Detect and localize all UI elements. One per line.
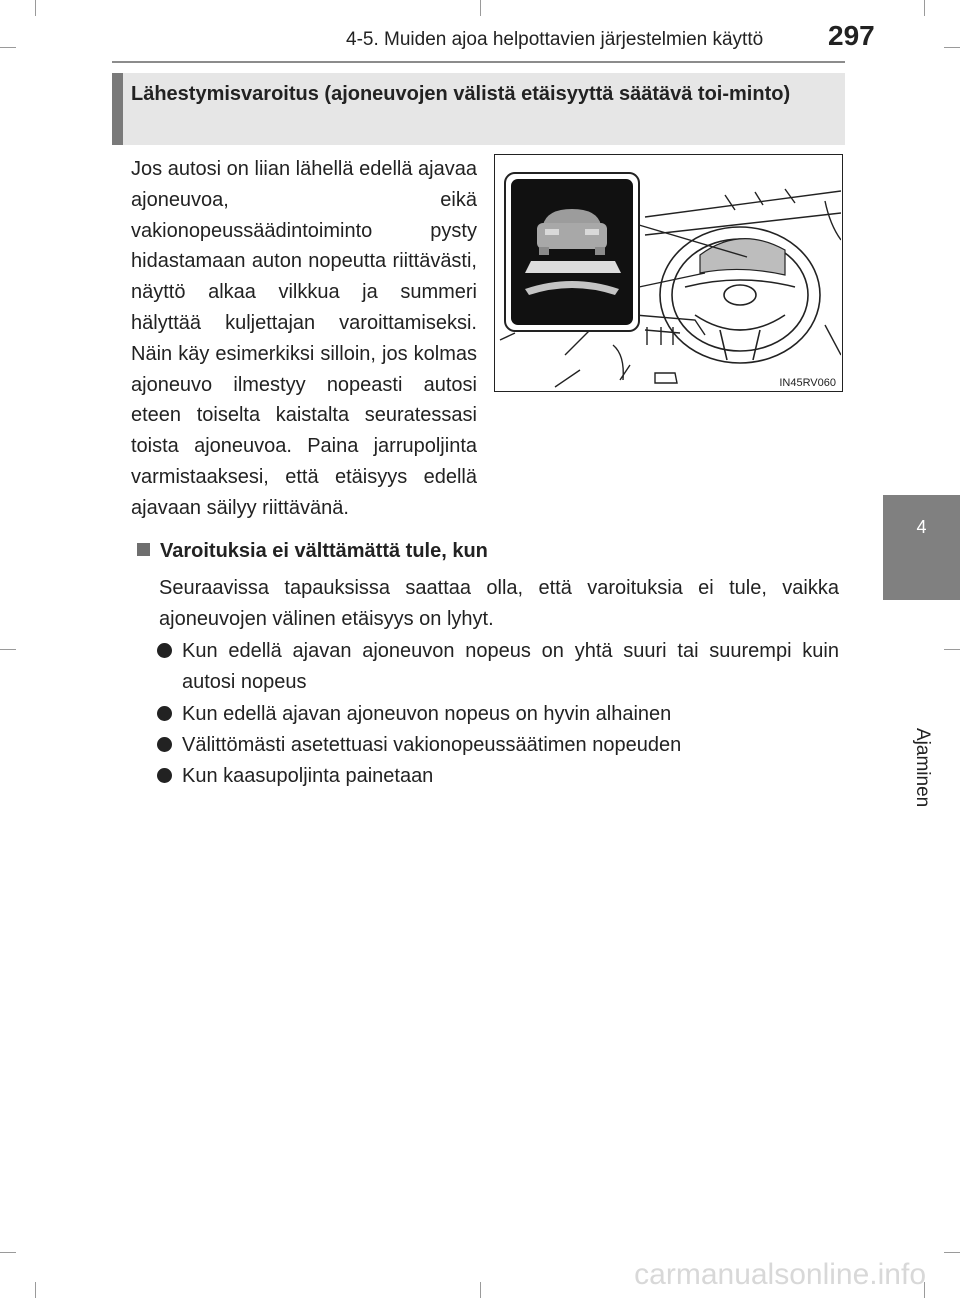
crop-mark bbox=[944, 47, 960, 48]
list-item bbox=[157, 699, 839, 730]
display-screen bbox=[511, 179, 633, 325]
crop-mark bbox=[35, 1282, 36, 1298]
bullet-dot-icon bbox=[157, 768, 172, 783]
page-number: 297 bbox=[828, 20, 875, 51]
watermark: carmanualsonline.info bbox=[634, 1258, 926, 1291]
subheading bbox=[137, 540, 488, 563]
chapter-tab bbox=[883, 495, 960, 600]
crop-mark bbox=[480, 0, 481, 16]
bullet-list bbox=[157, 636, 839, 792]
title-accent-bar bbox=[112, 73, 123, 145]
bullet-text: Välittömästi asetettuasi vakionopeussäätimen nopeuden bbox=[182, 734, 682, 756]
crop-mark bbox=[480, 1282, 481, 1298]
approach-warning-illustration bbox=[495, 155, 841, 390]
section-title: 4-5. Muiden ajoa helpottavien järjestelmien käyttö bbox=[346, 29, 764, 50]
bullet-text: Kun edellä ajavan ajoneuvon nopeus on hyvin alhainen bbox=[182, 703, 672, 725]
square-bullet-icon bbox=[137, 543, 150, 556]
distance-bar-near bbox=[525, 261, 621, 273]
crop-mark bbox=[944, 1252, 960, 1253]
chapter-label: Ajaminen bbox=[912, 728, 933, 808]
chapter-number: 4 bbox=[916, 517, 927, 537]
bullet-dot-icon bbox=[157, 643, 172, 658]
bullet-text: Kun edellä ajavan ajoneuvon nopeus on yhtä suuri tai suurempi kuin autosi nopeus bbox=[182, 640, 839, 693]
bullet-dot-icon bbox=[157, 706, 172, 721]
dashboard-figure bbox=[494, 154, 843, 392]
subheading-text: Varoituksia ei välttämättä tule, kun bbox=[160, 540, 488, 562]
section-heading: Lähestymisvaroitus (ajoneuvojen välistä etäisyyttä säätävä toi-minto) bbox=[131, 83, 791, 105]
bullet-dot-icon bbox=[157, 737, 172, 752]
list-item bbox=[157, 636, 839, 698]
figure-code: IN45RV060 bbox=[779, 377, 836, 389]
list-item bbox=[157, 730, 839, 761]
crop-mark bbox=[924, 0, 925, 16]
list-item bbox=[157, 761, 839, 792]
crop-mark bbox=[35, 0, 36, 16]
header-divider bbox=[112, 61, 845, 63]
intro-paragraph: Jos autosi on liian lähellä edellä ajavaa ajoneuvoa, eikä vakionopeussäädintoiminto pysty hidastamaan auton nopeutta riittävästi, näyttö alkaa vilkkua ja summeri hälyttää kuljettajan varoittamiseksi. Näin käy esimerkiksi silloin, jos kolmas ajoneuvo ilmestyy nopeasti autosi eteen toiselta kaistalta seuratessasi toista ajoneuvoa. Paina jarrupoljinta varmistaaksesi, että etäisyys edellä ajavaan säilyy riittävänä. bbox=[131, 158, 477, 519]
sub-paragraph: Seuraavissa tapauksissa saattaa olla, että varoituksia ei tule, vaikka ajoneuvojen välinen etäisyys on lyhyt. bbox=[159, 577, 839, 630]
crop-mark bbox=[0, 649, 16, 650]
bullet-text: Kun kaasupoljinta painetaan bbox=[182, 765, 434, 787]
chapter-label-area bbox=[883, 600, 960, 808]
crop-mark bbox=[0, 47, 16, 48]
crop-mark bbox=[0, 1252, 16, 1253]
